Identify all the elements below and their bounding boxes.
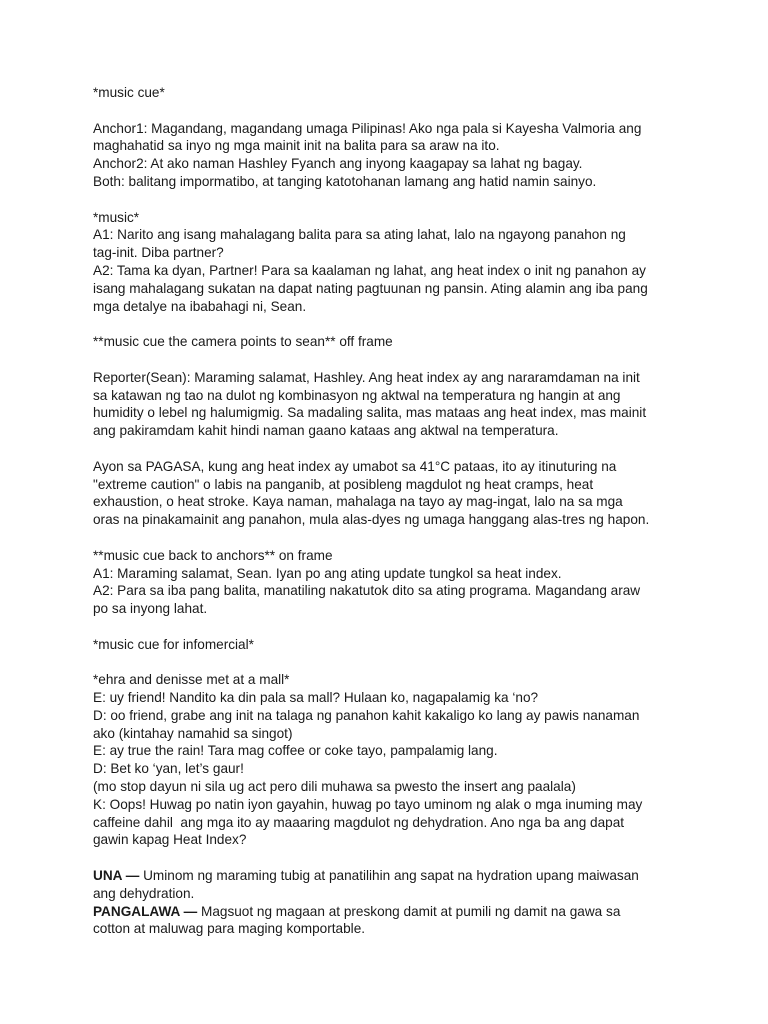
music-section-line: tag-init. Diba partner? bbox=[93, 245, 224, 261]
reporter-line: sa katawan ng tao na dulot ng kombinasyon ng aktwal na temperatura ng hangin at ang bbox=[93, 387, 621, 403]
reporter-line: ang pakiramdam kahit hindi naman gaano kataas ang aktwal na temperatura. bbox=[93, 423, 559, 439]
camera-cue: **music cue the camera points to sean** off frame bbox=[93, 334, 393, 350]
mall-line: *ehra and denisse met at a mall* bbox=[93, 672, 290, 688]
intro-line: Anchor1: Magandang, magandang umaga Pilipinas! Ako nga pala si Kayesha Valmoria ang bbox=[93, 120, 642, 136]
pangalawa-label: PANGALAWA — bbox=[93, 903, 198, 919]
pagasa-line: oras na pinakamainit ang panahon, mula alas-dyes ng umaga hanggang alas-tres ng hapon. bbox=[93, 512, 650, 528]
pagasa-line: "extreme caution" o labis na panganib, at posibleng magdulot ng heat cramps, heat bbox=[93, 476, 594, 492]
spacer bbox=[93, 351, 683, 369]
spacer bbox=[93, 849, 683, 867]
una-label: UNA — bbox=[93, 868, 140, 884]
back-anchors-line: A2: Para sa iba pang balita, manatiling nakatutok dito sa ating programa. Magandang araw bbox=[93, 583, 641, 599]
spacer bbox=[93, 440, 683, 458]
pangalawa-line-cont: cotton at maluwag para maging komportable. bbox=[93, 921, 366, 937]
reporter-line: Reporter(Sean): Maraming salamat, Hashley. Ang heat index ay ang nararamdaman na init bbox=[93, 369, 640, 385]
music-section-line: mga detalye na ibabahagi ni, Sean. bbox=[93, 298, 307, 314]
spacer bbox=[93, 654, 683, 672]
spacer bbox=[93, 191, 683, 209]
intro-line: Anchor2: At ako naman Hashley Fyanch ang inyong kaagapay sa lahat ng bagay. bbox=[93, 156, 583, 172]
music-section-line: isang mahalagang sukatan na dapat nating pagtuunan ng pansin. Ating alamin ang iba pang bbox=[93, 280, 648, 296]
pagasa-line: exhaustion, o heat stroke. Kaya naman, mahalaga na tayo ay mag-ingat, lalo na sa mga bbox=[93, 494, 623, 510]
pagasa-line: Ayon sa PAGASA, kung ang heat index ay umabot sa 41°C pataas, ito ay itinuturing na bbox=[93, 458, 617, 474]
mall-line: D: Bet ko ‘yan, let’s gaur! bbox=[93, 761, 244, 777]
mall-line: caffeine dahil ang mga ito ay maaaring magdulot ng dehydration. Ano nga ba ang dapat bbox=[93, 814, 625, 830]
mall-line: gawin kapag Heat Index? bbox=[93, 832, 247, 848]
mall-line: ako (kintahay namahid sa singot) bbox=[93, 725, 293, 741]
back-anchors-line: **music cue back to anchors** on frame bbox=[93, 547, 333, 563]
mall-line: K: Oops! Huwag po natin iyon gayahin, huwag po tayo uminom ng alak o mga inuming may bbox=[93, 796, 643, 812]
una-text: Uminom ng maraming tubig at panatilihin ang sapat na hydration upang maiwasan bbox=[139, 868, 639, 884]
music-section-line: *music* bbox=[93, 209, 140, 225]
una-line bbox=[93, 867, 683, 885]
music-cue: *music cue* bbox=[93, 85, 165, 100]
reporter-line: humidity o lebel ng halumigmig. Sa madaling salita, mas mataas ang heat index, mas mainit bbox=[93, 405, 647, 421]
pangalawa-line bbox=[93, 903, 683, 921]
document-page bbox=[93, 84, 683, 938]
infomercial-cue: *music cue for infomercial* bbox=[93, 636, 254, 652]
spacer bbox=[93, 529, 683, 547]
spacer bbox=[93, 618, 683, 636]
intro-line: maghahatid sa inyo ng mga mainit init na balita para sa araw na ito. bbox=[93, 138, 500, 154]
back-anchors-line: po sa inyong lahat. bbox=[93, 601, 208, 617]
mall-line: (mo stop dayun ni sila ug act pero dili muhawa sa pwesto the insert ang paalala) bbox=[93, 779, 576, 795]
mall-line: D: oo friend, grabe ang init na talaga ng panahon kahit kakaligo ko lang ay pawis nanaman bbox=[93, 707, 640, 723]
mall-line: E: uy friend! Nandito ka din pala sa mall? Hulaan ko, nagapalamig ka ‘no? bbox=[93, 690, 539, 706]
pangalawa-text: Magsuot ng magaan at preskong damit at pumili ng damit na gawa sa bbox=[197, 903, 621, 919]
una-line-cont: ang dehydration. bbox=[93, 885, 195, 901]
intro-line: Both: balitang impormatibo, at tanging katotohanan lamang ang hatid namin sainyo. bbox=[93, 173, 597, 189]
spacer bbox=[93, 102, 683, 120]
back-anchors-line: A1: Maraming salamat, Sean. Iyan po ang ating update tungkol sa heat index. bbox=[93, 565, 562, 581]
music-section-line: A2: Tama ka dyan, Partner! Para sa kaalaman ng lahat, ang heat index o init ng panahon ay bbox=[93, 262, 646, 278]
spacer bbox=[93, 315, 683, 333]
music-section-line: A1: Narito ang isang mahalagang balita para sa ating lahat, lalo na ngayong panahon ng bbox=[93, 227, 626, 243]
mall-line: E: ay true the rain! Tara mag coffee or coke tayo, pampalamig lang. bbox=[93, 743, 498, 759]
